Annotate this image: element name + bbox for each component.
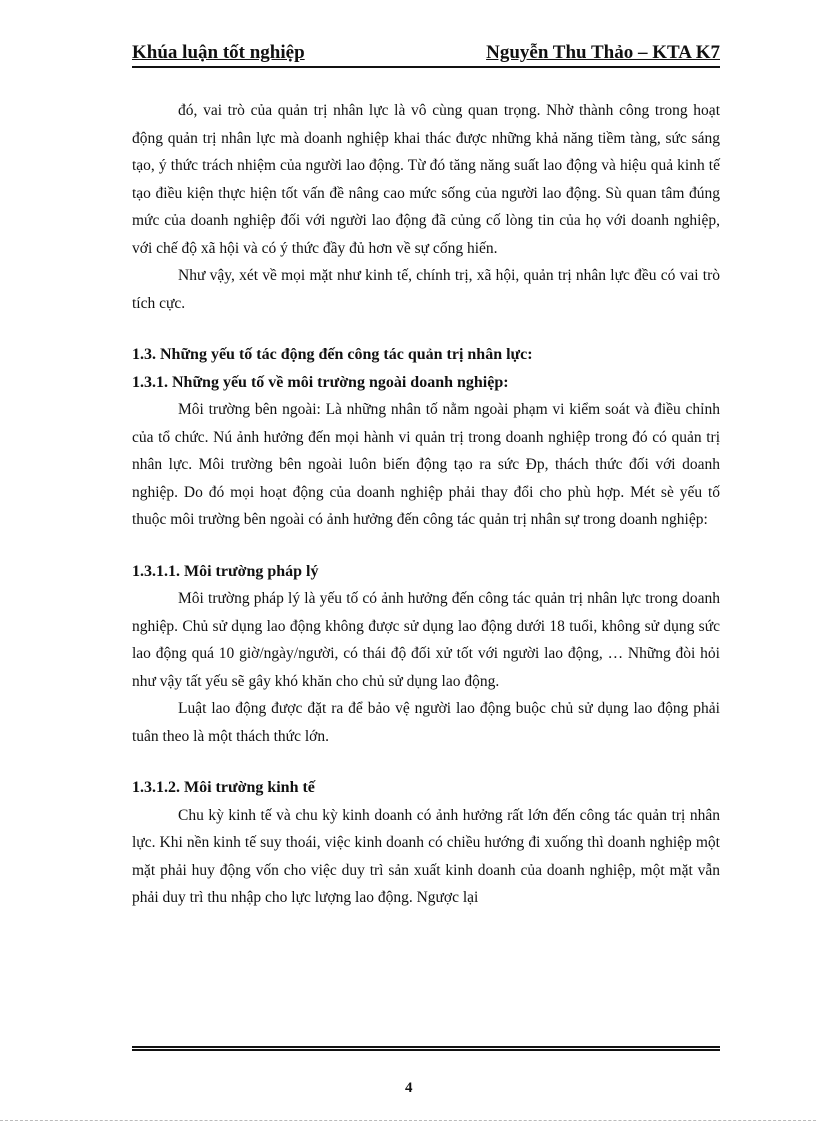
footer-double-rule xyxy=(132,1046,720,1051)
heading-1-3-1-1: 1.3.1.1. Môi trường pháp lý xyxy=(132,562,319,580)
heading-1-3: 1.3. Những yếu tố tác động đến công tác quản trị nhân lực: xyxy=(132,346,533,363)
paragraph-economic-environment: Chu kỳ kinh tế và chu kỳ kinh doanh có ảnh hưởng rất lớn đến công tác quản trị nhân lực. Khi nền kinh tế suy thoái, việc kinh doanh có chiều hướng đi xuống thì doanh nghiệp một mặt phải huy động vốn cho việc duy trì sản xuất kinh doanh của doanh nghiệp, một mặt vẫn phải duy trì thu nhập cho lực lượng lao động. Ngược lại xyxy=(132,806,720,906)
paragraph-legal-environment: Môi trường pháp lý là yếu tố có ảnh hưởng đến công tác quản trị nhân lực trong doanh nghiệp. Chủ sử dụng lao động không được sử dụng lao động dưới 18 tuổi, không sử dụng sức lao động quá 10 giờ/ngày/người, có thái độ đối xử tốt với người lao động, … Những đòi hỏi như vậy tất yếu sẽ gây khó khăn cho chủ sử dụng lao động. xyxy=(132,590,720,690)
header-author: Nguyễn Thu Thảo – KTA K7 xyxy=(486,42,720,63)
paragraph-labor-law: Luật lao động được đặt ra để bảo vệ người lao động buộc chủ sử dụng lao động phải tuân theo là một thách thức lớn. xyxy=(132,700,720,745)
header-thesis-title: Khúa luận tốt nghiệp xyxy=(132,42,305,63)
paragraph-role-of-hrm: đó, vai trò của quản trị nhân lực là vô cùng quan trọng. Nhờ thành công trong hoạt động quản trị nhân lực mà doanh nghiệp khai thác được những khả năng tiềm tàng, sức sáng tạo, ý thức trách nhiệm của người lao động. Từ đó tăng năng suất lao động và hiệu quả kinh tế tạo điều kiện thực hiện tốt vấn đề nâng cao mức sống của người lao động. Sù quan tâm đúng mức của doanh nghiệp đối với người lao động đã củng cố lòng tin của họ với doanh nghiệp, với chế độ xã hội và có ý thức đầy đủ hơn về sự cống hiến. xyxy=(132,102,720,257)
heading-1-3-1-2: 1.3.1.2. Môi trường kinh tế xyxy=(132,779,315,796)
document-body xyxy=(132,97,720,912)
page-break-line xyxy=(0,1120,816,1121)
page-number: 4 xyxy=(405,1080,413,1096)
heading-1-3-1: 1.3.1. Những yếu tố về môi trường ngoài doanh nghiệp: xyxy=(132,373,509,391)
paragraph-conclusion: Như vậy, xét về mọi mặt như kinh tế, chính trị, xã hội, quản trị nhân lực đều có vai trò tích cực. xyxy=(132,267,720,312)
paragraph-external-environment: Môi trường bên ngoài: Là những nhân tố nằm ngoài phạm vi kiểm soát và điều chỉnh của tổ chức. Nú ảnh hưởng đến mọi hành vi quản trị trong doanh nghiệp trong đó có quản trị nhân lực. Môi trường bên ngoài luôn biến động tạo ra sức Ðp, thách thức đối với doanh nghiệp. Do đó mọi hoạt động của doanh nghiệp phải thay đổi cho phù hợp. Mét sè yếu tố thuộc môi trường bên ngoài có ảnh hưởng đến công tác quản trị nhân sự trong doanh nghiệp: xyxy=(132,401,720,528)
page-header xyxy=(132,40,720,68)
